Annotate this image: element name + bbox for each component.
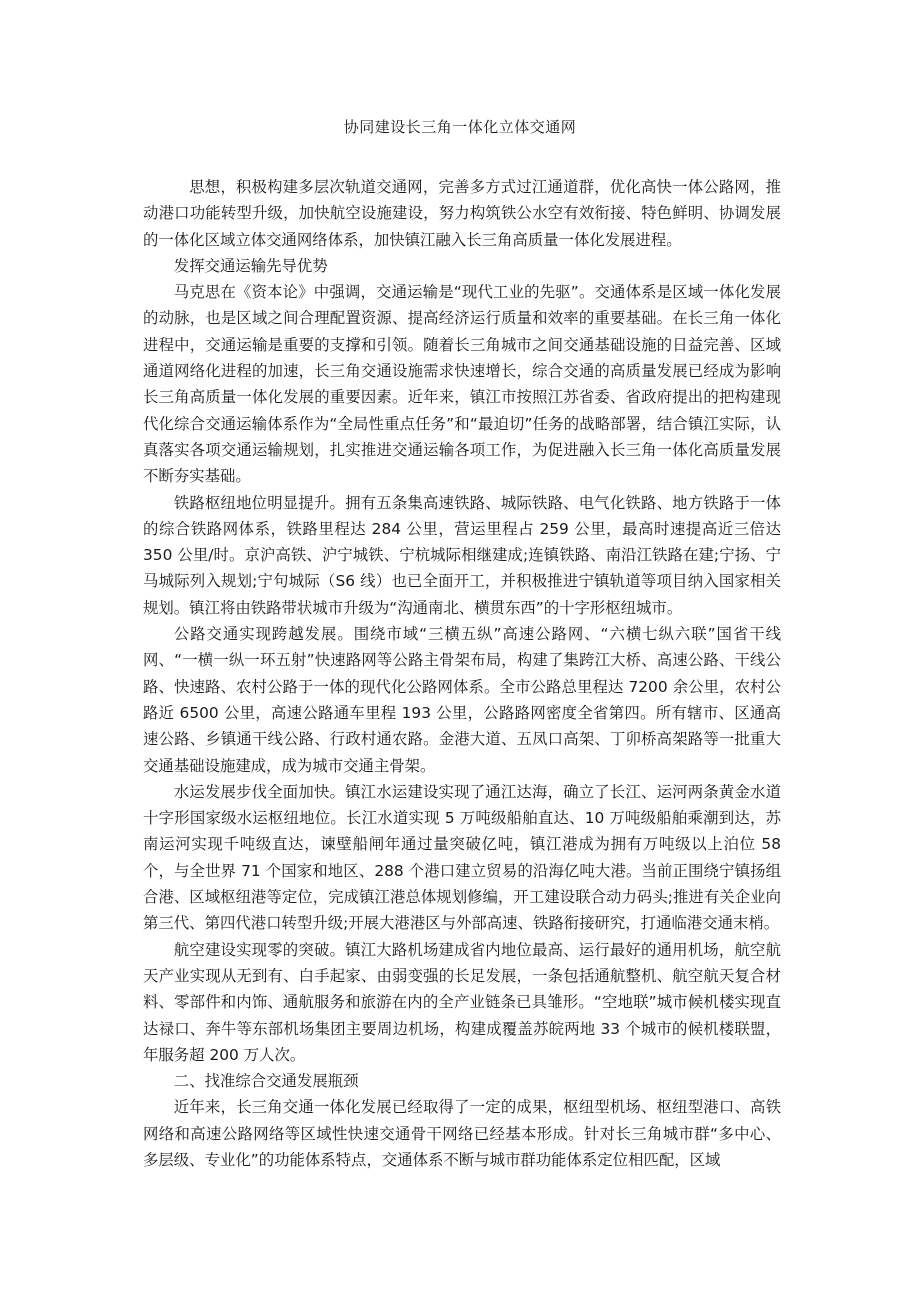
section-heading-advantage: 发挥交通运输先导优势	[173, 256, 328, 275]
paragraph-railway: 铁路枢纽地位明显提升。拥有五条集高速铁路、城际铁路、电气化铁路、地方铁路于一体的综合铁路网体系，铁路里程达 284 公里，营运里程占 259 公里，最高时速提高近三倍达 350 公里/时。京沪高铁、沪宁城铁、宁杭城际相继建成;连镇铁路、南沿江铁路在建;宁扬、宁马城际列入规划;宁句城际（S6 线）也已全面开工，并积极推进宁镇轨道等项目纳入国家相关规划。镇江将由铁路带状城市升级为“沟通南北、横贯东西”的十字形枢纽城市。	[143, 493, 781, 617]
paragraph-bottleneck: 近年来，长三角交通一体化发展已经取得了一定的成果，枢纽型机场、枢纽型港口、高铁网络和高速公路网络等区域性快速交通骨干网络已经基本形成。针对长三角城市群“多中心、多层级、专业化”的功能体系特点，交通体系不断与城市群功能体系定位相匹配，区域	[143, 1098, 781, 1169]
paragraph-transport-role: 马克思在《资本论》中强调，交通运输是“现代工业的先驱”。交通体系是区域一体化发展的动脉，也是区域之间合理配置资源、提高经济运行质量和效率的重要基础。在长三角一体化进程中，交通运输是重要的支撑和引领。随着长三角城市之间交通基础设施的日益完善、区域通道网络化进程的加速，长三角交通设施需求快速增长，综合交通的高质量发展已经成为影响长三角高质量一体化发展的重要因素。近年来，镇江市按照江苏省委、省政府提出的把构建现代化综合交通运输体系作为“全局性重点任务”和“最迫切”任务的战略部署，结合镇江实际，认真落实各项交通运输规划，扎实推进交通运输各项工作，为促进融入长三角一体化高质量发展不断夯实基础。	[143, 283, 781, 486]
paragraph-highway: 公路交通实现跨越发展。围绕市域“三横五纵”高速公路网、“六横七纵六联”国省干线网、“一横一纵一环五射”快速路网等公路主骨架布局，构建了集跨江大桥、高速公路、干线公路、快速路、农村公路于一体的现代化公路网体系。全市公路总里程达 7200 余公里，农村公路近 6500 公里，高速公路通车里程 193 公里，公路路网密度全省第四。所有辖市、区通高速公路、乡镇通干线公路、行政村通农路。金港大道、五凤口高架、丁卯桥高架路等一批重大交通基础设施建成，成为城市交通主骨架。	[143, 625, 781, 775]
document-title: 协同建设长三角一体化立体交通网	[343, 118, 577, 136]
document-body	[143, 174, 781, 1173]
paragraph-intro: 思想，积极构建多层次轨道交通网，完善多方式过江通道群，优化高快一体公路网，推动港口功能转型升级，加快航空设施建设，努力构筑铁公水空有效衔接、特色鲜明、协调发展的一体化区域立体交通网络体系，加快镇江融入长三角高质量一体化发展进程。	[143, 178, 781, 249]
paragraph-waterway: 水运发展步伐全面加快。镇江水运建设实现了通江达海，确立了长江、运河两条黄金水道十字形国家级水运枢纽地位。长江水道实现 5 万吨级船舶直达、10 万吨级船舶乘潮到达，苏南运河实现千吨级直达，谏壁船闸年通过量突破亿吨，镇江港成为拥有万吨级以上泊位 58 个，与全世界 71 个国家和地区、288 个港口建立贸易的沿海亿吨大港。当前正围绕宁镇扬组合港、区域枢纽港等定位，完成镇江港总体规划修编，开工建设联合动力码头;推进有关企业向第三代、第四代港口转型升级;开展大港港区与外部高速、铁路衔接研究，打通临港交通末梢。	[143, 782, 781, 933]
section-heading-bottleneck: 二、找准综合交通发展瓶颈	[173, 1072, 359, 1091]
paragraph-aviation: 航空建设实现零的突破。镇江大路机场建成省内地位最高、运行最好的通用机场，航空航天产业实现从无到有、白手起家、由弱变强的长足发展，一条包括通航整机、航空航天复合材料、零部件和内饰、通航服务和旅游在内的全产业链条已具雏形。“空地联”城市候机楼实现直达禄口、奔牛等东部机场集团主要周边机场，构建成覆盖苏皖两地 33 个城市的候机楼联盟，年服务超 200 万人次。	[143, 940, 781, 1064]
